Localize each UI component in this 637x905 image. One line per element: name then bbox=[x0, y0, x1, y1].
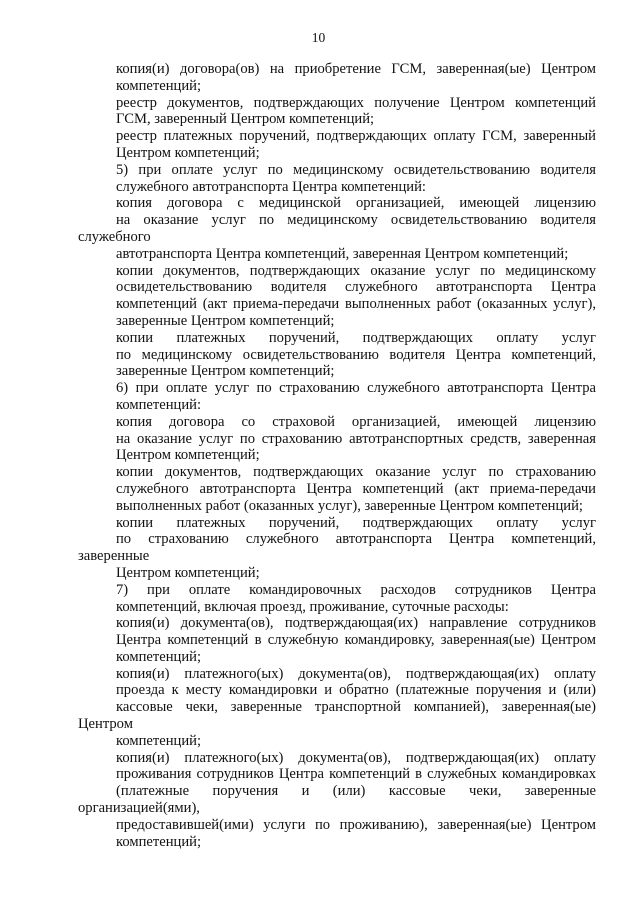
paragraph-line: освидетельствованию водителя служебного автотранспорта Центра bbox=[116, 279, 596, 296]
paragraph bbox=[78, 750, 596, 851]
document-body bbox=[78, 61, 596, 850]
paragraph bbox=[78, 195, 596, 262]
paragraph bbox=[78, 615, 596, 665]
paragraph-line: реестр платежных поручений, подтверждающих оплату ГСМ, заверенный bbox=[116, 128, 596, 145]
paragraph-line: служебного автотранспорта Центра компетенций: bbox=[116, 178, 426, 195]
paragraph bbox=[78, 61, 596, 95]
paragraph-line: копии документов, подтверждающих оказание услуг по страхованию bbox=[116, 464, 596, 481]
paragraph-line: служебного автотранспорта Центра компетенций (акт приема-передачи bbox=[116, 480, 596, 497]
page-number: 10 bbox=[311, 30, 326, 45]
paragraph-line: на оказание услуг по страхованию автотранспортных средств, заверенная bbox=[116, 430, 596, 447]
paragraph-line: компетенций; bbox=[116, 732, 202, 749]
paragraph bbox=[78, 162, 596, 196]
paragraph bbox=[78, 666, 596, 750]
paragraph-line: предоставившей(ими) услуги по проживанию), заверенная(ые) Центром bbox=[116, 816, 596, 833]
paragraph-line: заверенные Центром компетенций; bbox=[116, 312, 335, 329]
paragraph bbox=[78, 380, 596, 414]
paragraph bbox=[78, 128, 596, 162]
paragraph-line: проживания сотрудников Центра компетенций в служебных командировках bbox=[116, 766, 596, 783]
paragraph-line: компетенций; bbox=[116, 648, 202, 665]
paragraph-line: Центра компетенций в служебную командировку, заверенная(ые) Центром bbox=[116, 632, 596, 649]
paragraph-line: компетенций; bbox=[116, 77, 202, 94]
paragraph-line: Центром компетенций; bbox=[116, 447, 260, 464]
paragraph-line: копия(и) платежного(ых) документа(ов), подтверждающая(их) оплату bbox=[116, 665, 596, 682]
paragraph-line: выполненных работ (оказанных услуг), заверенные Центром компетенций; bbox=[116, 497, 583, 514]
paragraph-line: копии документов, подтверждающих оказание услуг по медицинскому bbox=[116, 262, 596, 279]
paragraph-line: реестр документов, подтверждающих получение Центром компетенций bbox=[116, 94, 596, 111]
paragraph-line: 7) при оплате командировочных расходов сотрудников Центра bbox=[116, 581, 596, 598]
paragraph-line: автотранспорта Центра компетенций, заверенная Центром компетенций; bbox=[116, 245, 569, 262]
paragraph-line: копии платежных поручений, подтверждающих оплату услуг bbox=[116, 329, 596, 346]
paragraph-line: копия(и) договора(ов) на приобретение ГСМ, заверенная(ые) Центром bbox=[116, 61, 596, 77]
paragraph-line: ГСМ, заверенный Центром компетенций; bbox=[116, 111, 375, 128]
paragraph bbox=[78, 330, 596, 380]
paragraph-line: заверенные Центром компетенций; bbox=[116, 363, 335, 380]
paragraph bbox=[78, 582, 596, 616]
paragraph-line: кассовые чеки, заверенные транспортной компанией), заверенная(ые) Центром bbox=[78, 699, 596, 733]
paragraph-line: по страхованию служебного автотранспорта Центра компетенций, заверенные bbox=[78, 531, 596, 565]
paragraph-line: компетенций: bbox=[116, 396, 202, 413]
paragraph-line: копия(и) документа(ов), подтверждающая(их) направление сотрудников bbox=[116, 615, 596, 632]
paragraph bbox=[78, 515, 596, 582]
paragraph bbox=[78, 414, 596, 464]
paragraph-line: проезда к месту командировки и обратно (платежные поручения и (или) bbox=[116, 682, 596, 699]
paragraph bbox=[78, 464, 596, 514]
paragraph bbox=[78, 95, 596, 129]
paragraph-line: копия договора с медицинской организацией, имеющей лицензию bbox=[116, 195, 596, 212]
paragraph-line: компетенций (акт приема-передачи выполненных работ (оказанных услуг), bbox=[116, 296, 596, 313]
paragraph-line: компетенций, включая проезд, проживание, суточные расходы: bbox=[116, 598, 509, 615]
paragraph bbox=[78, 263, 596, 330]
paragraph-line: копии платежных поручений, подтверждающих оплату услуг bbox=[116, 514, 596, 531]
paragraph-line: Центром компетенций; bbox=[116, 564, 260, 581]
paragraph-line: копия(и) платежного(ых) документа(ов), подтверждающая(их) оплату bbox=[116, 749, 596, 766]
paragraph-line: (платежные поручения и (или) кассовые чеки, заверенные организацией(ями), bbox=[78, 783, 596, 817]
paragraph-line: на оказание услуг по медицинскому освидетельствованию водителя служебного bbox=[78, 212, 596, 245]
paragraph-line: компетенций; bbox=[116, 833, 202, 850]
paragraph-line: 6) при оплате услуг по страхованию служебного автотранспорта Центра bbox=[116, 380, 596, 397]
paragraph-line: по медицинскому освидетельствованию водителя Центра компетенций, bbox=[116, 346, 596, 363]
paragraph-line: 5) при оплате услуг по медицинскому освидетельствованию водителя bbox=[116, 161, 596, 178]
paragraph-line: Центром компетенций; bbox=[116, 144, 260, 161]
paragraph-line: копия договора со страховой организацией, имеющей лицензию bbox=[116, 413, 596, 430]
